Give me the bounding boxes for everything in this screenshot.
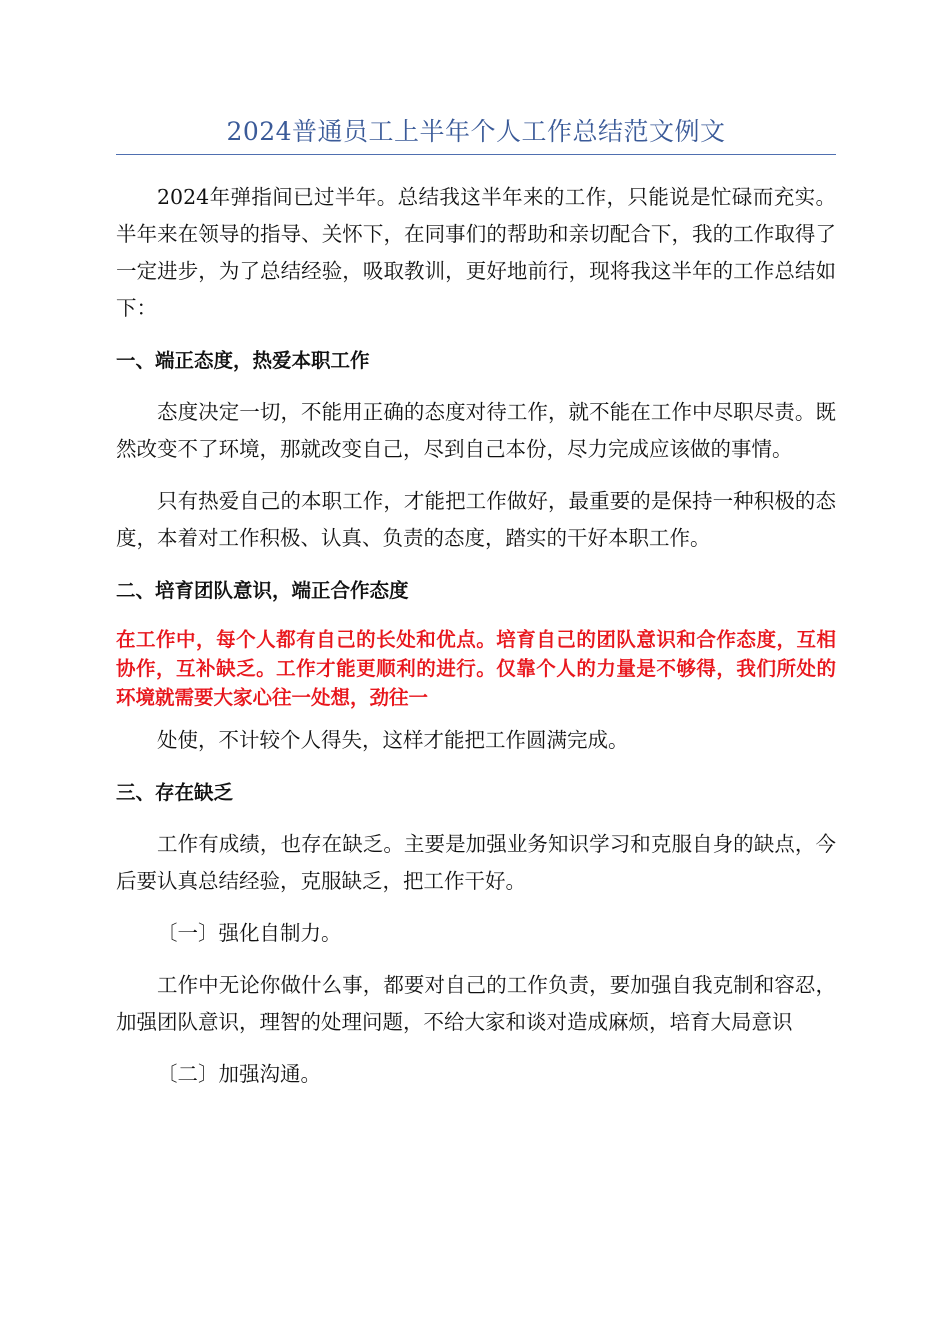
section2-heading: 二、培育团队意识，端正合作态度 [116, 579, 409, 602]
document-title: 2024普通员工上半年个人工作总结范文例文 [226, 117, 726, 146]
title-underline [116, 154, 836, 155]
section3-subheading-2: 〔二〕加强沟通。 [157, 1062, 321, 1086]
intro-paragraph: 2024年弹指间已过半年。总结我这半年来的工作，只能说是忙碌而充实。半年来在领导的指导、关怀下，在同事们的帮助和亲切配合下，我的工作取得了一定进步，为了总结经验，吸取教训，更好地前行，现将我这半年的工作总结如下： [116, 185, 836, 320]
section3-heading: 三、存在缺乏 [116, 781, 234, 804]
section2-highlighted-paragraph: 在工作中，每个人都有自己的长处和优点。培育自己的团队意识和合作态度，互相协作，互补缺乏。工作才能更顺利的进行。仅靠个人的力量是不够得，我们所处的环境就需要大家心往一处想，劲往一 [116, 628, 836, 709]
section2-continuation: 处使，不计较个人得失，这样才能把工作圆满完成。 [157, 728, 629, 752]
section1-paragraph-2: 只有热爱自己的本职工作，才能把工作做好，最重要的是保持一种积极的态度，本着对工作积极、认真、负责的态度，踏实的干好本职工作。 [116, 489, 836, 550]
document-page [116, 110, 836, 1093]
section3-paragraph-1: 工作有成绩，也存在缺乏。主要是加强业务知识学习和克服自身的缺点，今后要认真总结经验，克服缺乏，把工作干好。 [116, 832, 836, 893]
section1-heading: 一、端正态度，热爱本职工作 [116, 349, 370, 372]
section3-sub1-paragraph: 工作中无论你做什么事，都要对自己的工作负责，要加强自我克制和容忍，加强团队意识，理智的处理问题，不给大家和谈对造成麻烦，培育大局意识 [116, 973, 836, 1034]
section3-subheading-1: 〔一〕强化自制力。 [157, 921, 342, 945]
section1-paragraph-1: 态度决定一切，不能用正确的态度对待工作，就不能在工作中尽职尽责。既然改变不了环境，那就改变自己，尽到自己本份，尽力完成应该做的事情。 [116, 400, 836, 461]
